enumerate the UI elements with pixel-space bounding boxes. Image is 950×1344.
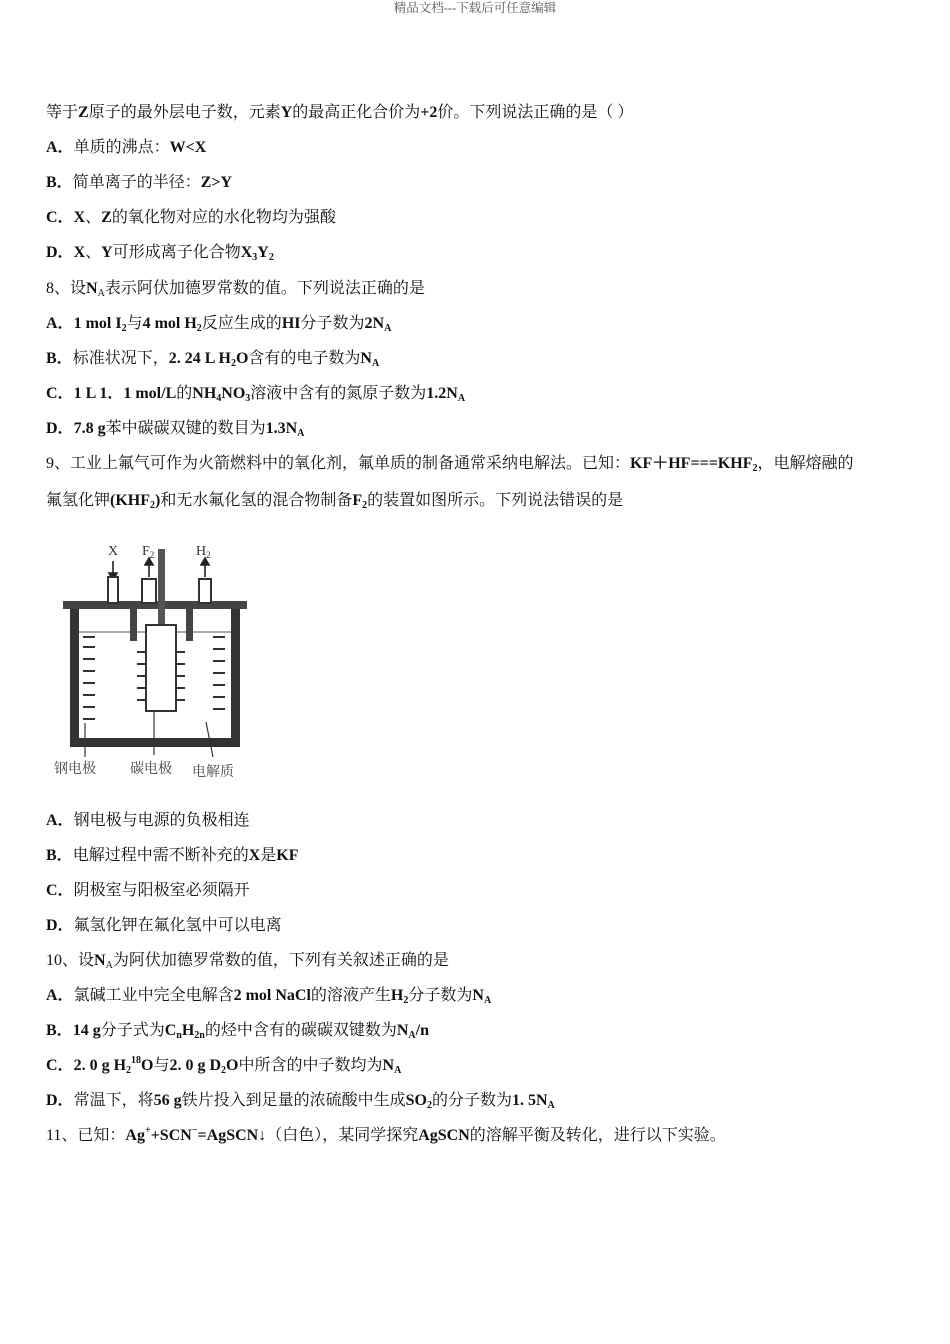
label-h2: $H_2$ (196, 544, 211, 560)
x-feed-pipe (108, 577, 118, 603)
q9-option-b: B．电解过程中需不断补充的X是KF (46, 847, 299, 864)
q8-stem: 8、设$N_A$表示阿伏加德罗常数的值。下列说法正确的是 (46, 280, 425, 299)
label-electrolyte: 电解质 (192, 765, 234, 780)
q8-option-d: D．7.8 g苯中碳碳双键的数目为$1.3N_A$ (46, 420, 305, 439)
q7-stem-line: 等于Z原子的最外层电子数，元素Y的最高正化合价为+2价。下列说法正确的是（ ） (46, 104, 634, 121)
diaphragm-right (186, 609, 193, 641)
q9-stem-line-1: 9、工业上氟气可作为火箭燃料中的氧化剂，氟单质的制备通常采纳电解法。已知：$KF+HF===KHF_2$，电解熔融的 (46, 455, 854, 474)
h2-outlet-pipe (199, 579, 211, 603)
cell-wall-right (231, 609, 240, 747)
q9-option-c: C．阴极室与阳极室必须隔开 (46, 882, 250, 899)
f2-outlet-pipe (142, 579, 156, 603)
q9-stem-line-2: 氟氢化钾$(KHF_2)$和无水氟化氢的混合物制备$F_2$的装置如图所示。下列说法错误的是 (46, 492, 624, 511)
q8-option-c: C．1 L 1．1 mol/L的$NH_4NO_3$溶液中含有的氮原子数为$1.2N_A$ (46, 385, 466, 404)
q9-option-a: A．钢电极与电源的负极相连 (46, 812, 250, 829)
q10-option-d: D．常温下，将56 g铁片投入到足量的浓硫酸中生成$SO_2$的分子数为1. $5N_A$ (46, 1092, 555, 1111)
q10-stem: 10、设$N_A$为阿伏加德罗常数的值，下列有关叙述正确的是 (46, 952, 449, 971)
carbon-rod (158, 549, 165, 633)
label-carbon-electrode: 碳电极 (130, 762, 172, 777)
q7-option-c: C．X、Z的氧化物对应的水化物均为强酸 (46, 209, 336, 226)
carbon-electrode (146, 625, 176, 711)
q9-option-d: D．氟氢化钾在氟化氢中可以电离 (46, 917, 282, 934)
q11-stem: 11、已知：Ag++SCN−=AgSCN↓（白色），某同学探究AgSCN的溶解平衡及转化，进行以下实验。 (46, 1125, 726, 1144)
q10-option-b: B．14 g分子式为$C_nH_{2n}$的烃中含有的碳碳双键数为$N_A/n$ (46, 1022, 429, 1041)
q7-option-d: D．X、Y可形成离子化合物$X_3Y_2$ (46, 244, 274, 263)
q7-option-a: A．单质的沸点：W<X (46, 139, 207, 156)
cell-wall-left (70, 609, 79, 747)
page-header: 精品文档---下载后可任意编辑 (393, 1, 557, 15)
label-x: X (108, 544, 119, 559)
label-f2: $F_2$ (142, 544, 155, 560)
q10-option-c: C．2. 0 g $H_2^{18}O$与2. 0 g $D_2O$中所含的中子数均为$N_A$ (46, 1055, 402, 1076)
q8-option-a: A．1 mol $I_2$与4 mol $H_2$反应生成的HI分子数为$2N_A$ (46, 315, 392, 334)
electrolysis-cell-figure (50, 537, 270, 787)
q10-option-a: A．氯碱工业中完全电解含2 mol NaCl的溶液产生$H_2$分子数为$N_A$ (46, 987, 492, 1006)
leader-lines (85, 711, 213, 757)
label-steel-electrode: 钢电极 (54, 762, 96, 777)
cell-bottom (70, 738, 240, 747)
q7-option-b: B．简单离子的半径：Z>Y (46, 174, 233, 191)
q8-option-b: B．标准状况下，2. 24 L $H_2O$含有的电子数为$N_A$ (46, 350, 380, 369)
diaphragm-left (130, 609, 137, 641)
